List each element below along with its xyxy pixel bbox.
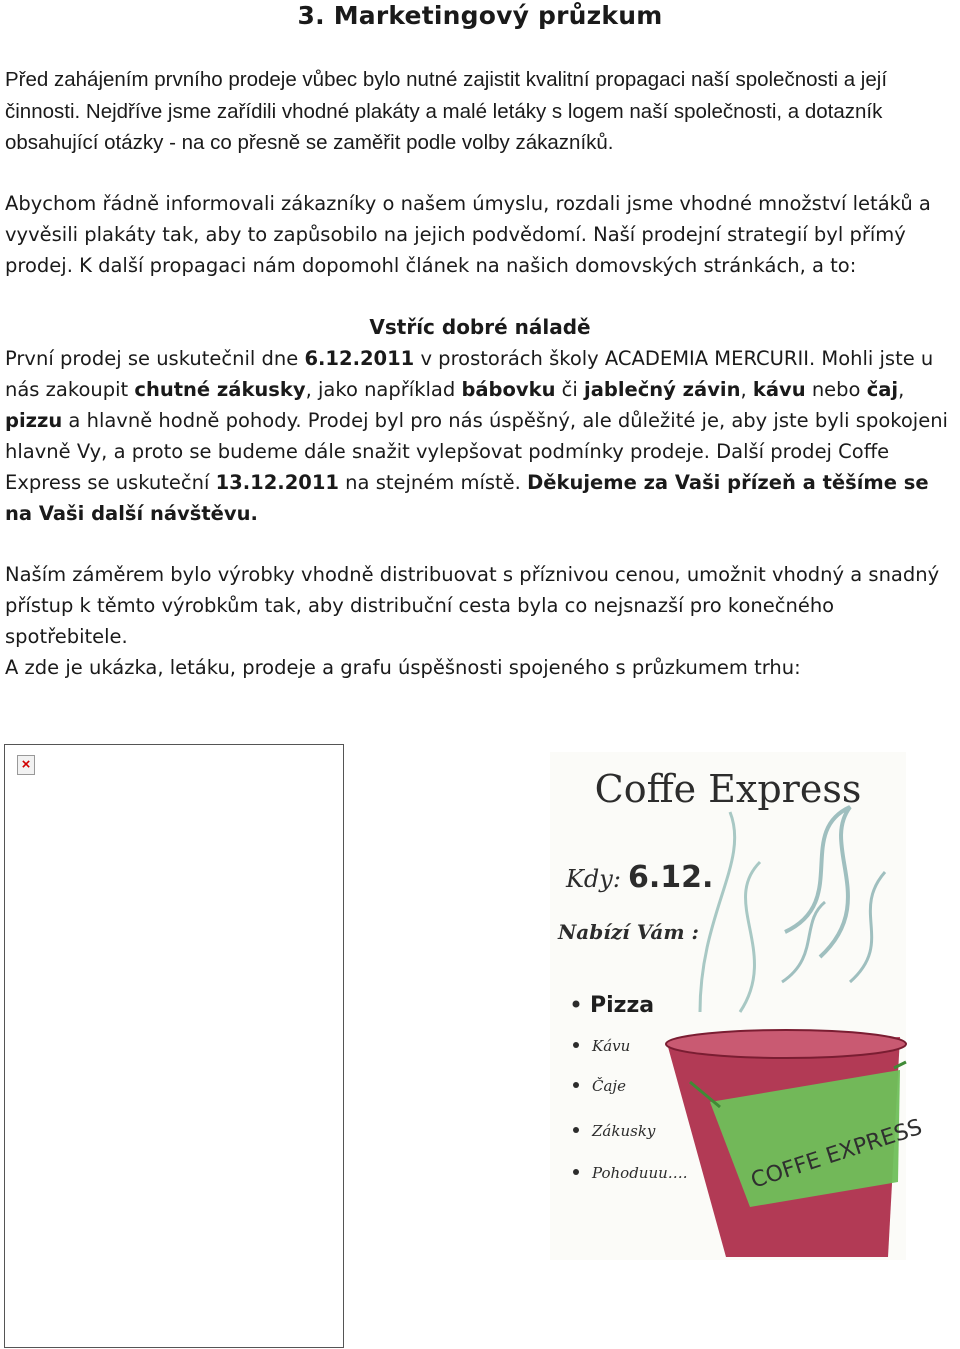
paragraph-promotion: Abychom řádně informovali zákazníky o našem úmyslu, rozdali jsme vhodné množství letáků a vyvěsili plakáty tak, aby to zapůsobilo na jejich podvědomí. Naší prodejní strategií byl přímý prodej. K další propagaci nám dopomohl článek na našich domovských stránkách, a to: bbox=[5, 192, 931, 277]
page-title: 3. Marketingový průzkum bbox=[297, 1, 663, 30]
flyer-date-value: 6.12. bbox=[628, 860, 714, 895]
flyer-menu-item: Pizza bbox=[590, 993, 655, 1018]
paragraph-first-sale: První prodej se uskutečnil dne 6.12.2011 v prostorách školy ACADEMIA MERCURII. Mohli jste u nás zakoupit chutné zákusky, jako například bábovku či jablečný závin, kávu nebo čaj, pizzu a hlavně hodně pohody. Prodej byl pro nás úspěšný, ale důležité je, aby jste byli spokojeni hlavně Vy, a proto se budeme dále snažit vylepšovat podmínky prodeje. Další prodej Coffe Express se uskuteční 13.12.2011 na stejném místě. Děkujeme za Vaši přízeň a těšíme se na Vaši další návštěvu. bbox=[5, 347, 948, 525]
broken-image-placeholder bbox=[4, 744, 344, 1348]
paragraph-intro: Před zahájením prvního prodeje vůbec bylo nutné zajistit kvalitní propagaci naší společnosti a její činnosti. Nejdříve jsme zařídili vhodné plakáty a malé letáky s logem naší společnosti, a dotazník obsahující otázky - na co přesně se zaměřit podle volby zákazníků. bbox=[5, 68, 888, 154]
flyer-menu-item: Pohoduuu…. bbox=[592, 1164, 688, 1182]
flyer-menu-item: Kávu bbox=[592, 1037, 631, 1055]
paragraph-showcase: A zde je ukázka, letáku, prodeje a grafu úspěšnosti spojeného s průzkumem trhu: bbox=[5, 656, 801, 679]
flyer-offer-label: Nabízí Vám : bbox=[558, 920, 699, 944]
article-heading: Vstříc dobré náladě bbox=[369, 315, 591, 339]
cup-band-text: COFFE EXPRESS bbox=[748, 1114, 926, 1194]
broken-image-icon: × bbox=[17, 755, 35, 775]
flyer-menu-item: Čaje bbox=[592, 1077, 626, 1095]
coffe-express-flyer bbox=[550, 752, 926, 1260]
flyer-menu-item: Zákusky bbox=[592, 1122, 656, 1140]
flyer-date-label: Kdy: bbox=[566, 865, 621, 893]
flyer-title: Coffe Express bbox=[594, 767, 862, 811]
paragraph-distribution: Naším záměrem bylo výrobky vhodně distribuovat s příznivou cenou, umožnit vhodný a snadný přístup k těmto výrobkům tak, aby distribuční cesta byla co nejsnazší pro konečného spotřebitele. bbox=[5, 563, 940, 648]
